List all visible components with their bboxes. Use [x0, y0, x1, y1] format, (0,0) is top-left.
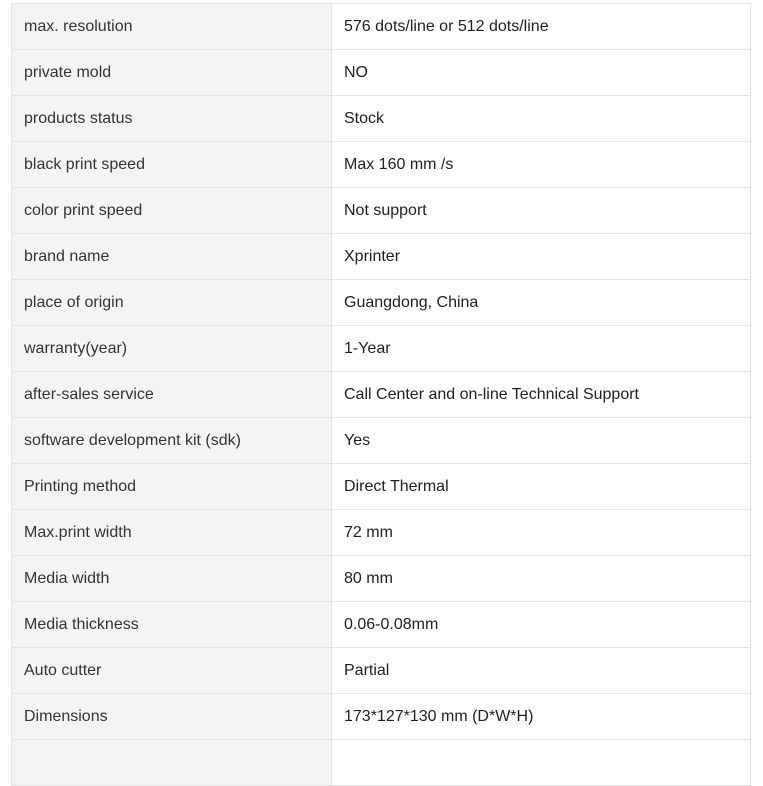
- spec-value: 1-Year: [332, 326, 751, 372]
- spec-value: [332, 740, 751, 786]
- spec-key: color print speed: [12, 188, 332, 234]
- spec-key: black print speed: [12, 142, 332, 188]
- spec-value: NO: [332, 50, 751, 96]
- table-row: [12, 740, 751, 786]
- spec-key: Printing method: [12, 464, 332, 510]
- table-row: [12, 280, 751, 326]
- spec-value: 576 dots/line or 512 dots/line: [332, 4, 751, 50]
- table-row: [12, 188, 751, 234]
- spec-key: warranty(year): [12, 326, 332, 372]
- spec-value: Max 160 mm /s: [332, 142, 751, 188]
- spec-value: 80 mm: [332, 556, 751, 602]
- spec-key: brand name: [12, 234, 332, 280]
- table-row: [12, 234, 751, 280]
- spec-value: Yes: [332, 418, 751, 464]
- spec-key: place of origin: [12, 280, 332, 326]
- spec-key: max. resolution: [12, 4, 332, 50]
- table-row: [12, 556, 751, 602]
- spec-value: Stock: [332, 96, 751, 142]
- spec-key: [12, 740, 332, 786]
- spec-key: private mold: [12, 50, 332, 96]
- table-row: [12, 372, 751, 418]
- spec-table: [11, 3, 751, 786]
- table-row: [12, 96, 751, 142]
- spec-value: Partial: [332, 648, 751, 694]
- spec-value: Direct Thermal: [332, 464, 751, 510]
- table-row: [12, 510, 751, 556]
- spec-key: Media thickness: [12, 602, 332, 648]
- spec-key: software development kit (sdk): [12, 418, 332, 464]
- table-row: [12, 418, 751, 464]
- table-row: [12, 694, 751, 740]
- spec-key: Dimensions: [12, 694, 332, 740]
- spec-value: 72 mm: [332, 510, 751, 556]
- table-row: [12, 464, 751, 510]
- table-row: [12, 4, 751, 50]
- spec-key: after-sales service: [12, 372, 332, 418]
- table-row: [12, 602, 751, 648]
- spec-key: Auto cutter: [12, 648, 332, 694]
- spec-value: 0.06-0.08mm: [332, 602, 751, 648]
- spec-value: Call Center and on-line Technical Support: [332, 372, 751, 418]
- spec-key: Media width: [12, 556, 332, 602]
- spec-value: Xprinter: [332, 234, 751, 280]
- spec-value: Guangdong, China: [332, 280, 751, 326]
- spec-value: Not support: [332, 188, 751, 234]
- table-row: [12, 326, 751, 372]
- spec-key: products status: [12, 96, 332, 142]
- table-row: [12, 648, 751, 694]
- spec-value: 173*127*130 mm (D*W*H): [332, 694, 751, 740]
- spec-key: Max.print width: [12, 510, 332, 556]
- table-row: [12, 142, 751, 188]
- table-row: [12, 50, 751, 96]
